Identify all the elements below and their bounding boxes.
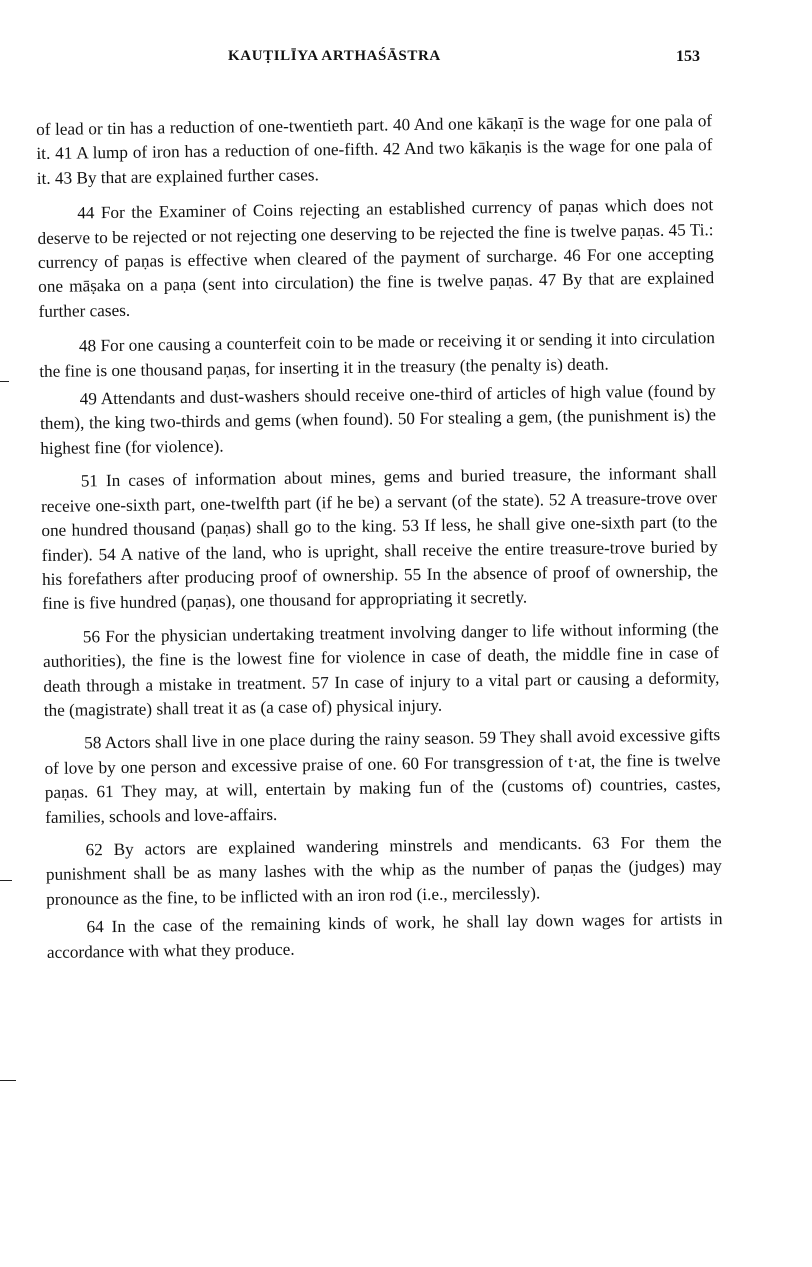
page-header: [0, 48, 812, 72]
body-text: [36, 109, 723, 965]
paragraph-56: 56 For the physician undertaking treatment involving danger to life without informing (the authorities), the fine is the lowest fine for violence in case of death, the middle fine in case of death through a mistake in treatment. 57 In case of injury to a vital part or causing a deformity, the (magistrate) shall treat it as (a case of) physical injury.: [42, 618, 720, 720]
paragraph-48: 48 For one causing a counterfeit coin to be made or receiving it or sending it into circulation the fine is one thousand paṇas, for inserting it in the treasury (the penalty is) death.: [39, 328, 716, 381]
paragraph-44: 44 For the Examiner of Coins rejecting an established currency of paṇas which does not deserve to be rejected or not rejecting one deserving to be rejected the fine is twelve paṇas. 45 Ti.: currency of paṇas is effective when cleared of the payment of surcharge. 46 For one accepting one māṣaka on a paṇa (sent into circulation) the fine is twelve paṇas. 47 By that are explained further cases.: [37, 195, 715, 321]
paragraph-49: 49 Attendants and dust-washers should receive one-third of articles of high value (found by them), the king two-thirds and gems (when found). 50 For stealing a gem, (the punishment is) the highest fine (for violence).: [39, 381, 717, 458]
page-number: 153: [676, 48, 700, 65]
paragraph-62: 62 By actors are explained wandering minstrels and mendicants. 63 For them the punishment shall be as many lashes with the whip as the number of paṇas the (judges) may pronounce as the fine, to be inflicted with an iron rod (i.e., mercilessly).: [45, 832, 722, 909]
paragraph-58: 58 Actors shall live in one place during the rainy season. 59 They shall avoid excessive gifts of love by one person and excessive praise of one. 60 For transgression of t·at, the fine is twelve paṇas. 61 They may, at will, entertain by making fun of the (customs of) countries, castes, families, schools and love-affairs.: [44, 725, 721, 827]
paragraph-64: 64 In the case of the remaining kinds of work, he shall lay down wages for artists in accordance with what they produce.: [46, 909, 723, 962]
margin-mark: [0, 1080, 16, 1081]
running-title: KAUṬILĪYA ARTHAŚĀSTRA: [228, 48, 441, 64]
margin-mark: [0, 880, 12, 881]
margin-mark: [0, 381, 9, 382]
paragraph-51: 51 In cases of information about mines, gems and buried treasure, the informant shall receive one-sixth part, one-twelfth part (if he be) a servant (of the state). 52 A treasure-trove over one hundred thousand (paṇas) shall go to the king. 53 If less, he shall give one-sixth part (to the finder). 54 A native of the land, who is upright, shall receive the entire treasure-trove buried by his forefathers after producing proof of ownership. 55 In the absence of proof of ownership, the fine is five hundred (paṇas), one thousand for appropriating it secretly.: [40, 463, 719, 614]
paragraph-continuation: of lead or tin has a reduction of one-twentieth part. 40 And one kākaṇī is the wage for one pala of it. 41 A lump of iron has a reduction of one-fifth. 42 And two kākaṇis is the wage for one pala of it. 43 By that are explained further cases.: [36, 111, 713, 188]
